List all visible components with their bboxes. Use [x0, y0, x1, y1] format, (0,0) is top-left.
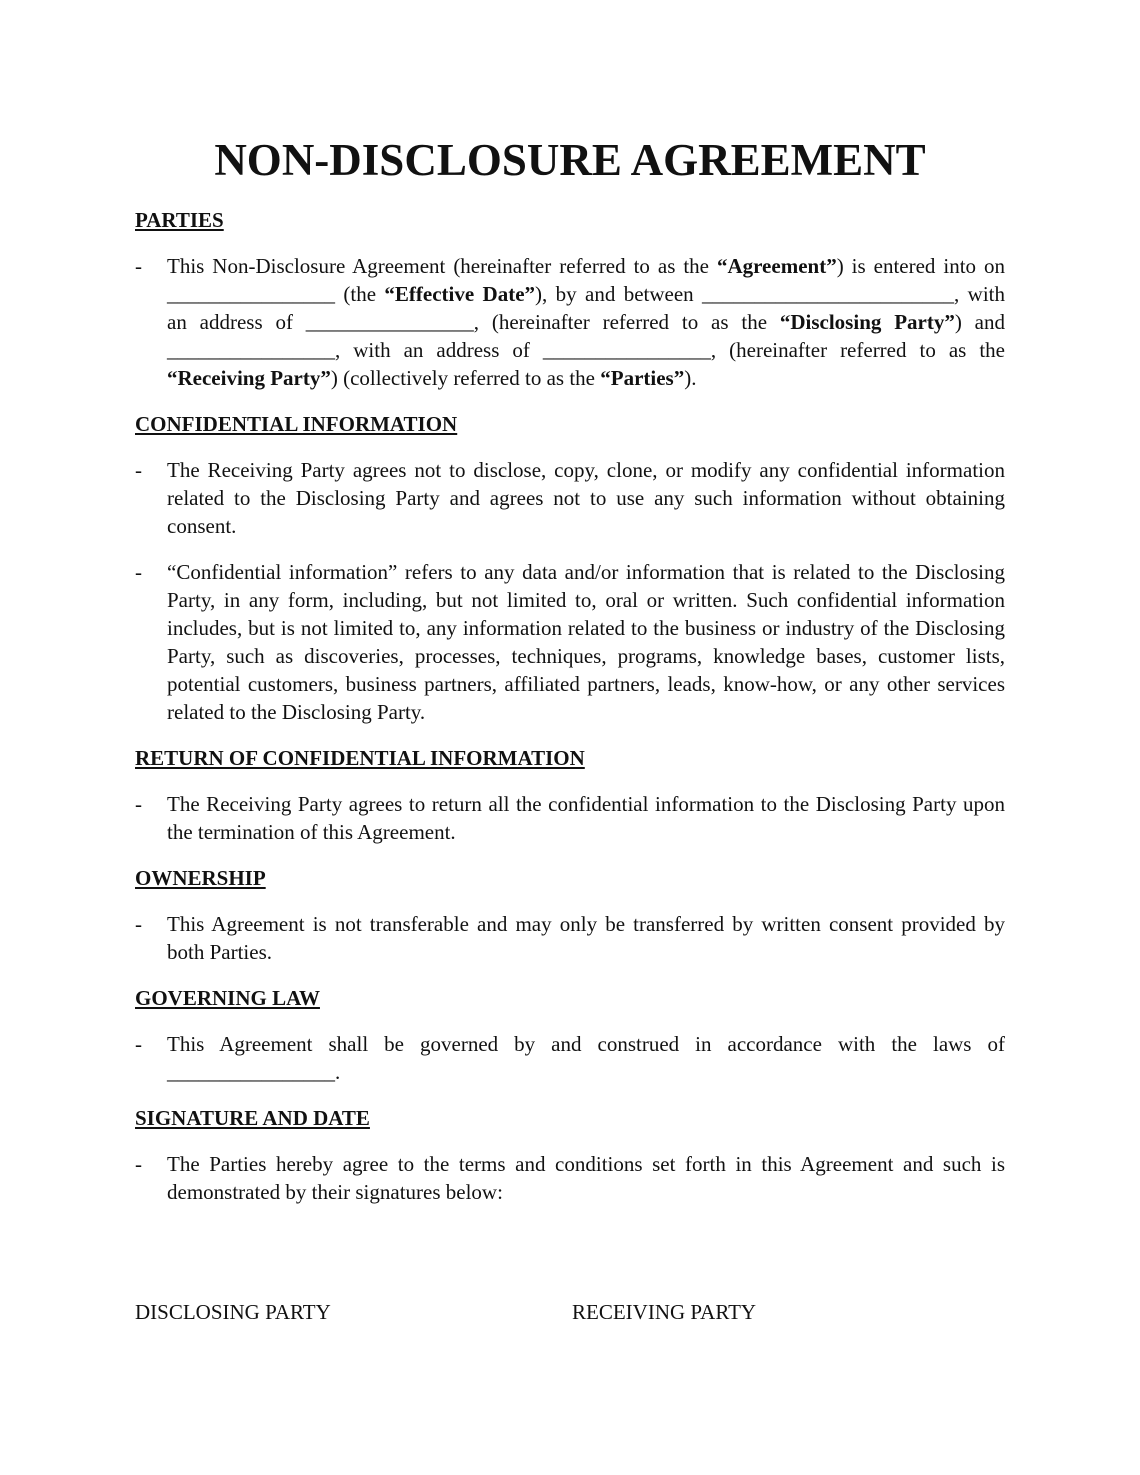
- bullet-dash: -: [135, 1152, 142, 1176]
- clause-text: [167, 1030, 1005, 1086]
- bullet-dash: -: [135, 458, 142, 482]
- document-title: NON-DISCLOSURE AGREEMENT: [214, 135, 926, 185]
- disclosing-party-label: DISCLOSING PARTY: [135, 1300, 331, 1324]
- section-heading: GOVERNING LAW: [135, 986, 320, 1010]
- text-segment: This Agreement shall be governed by and construed in accordance with the laws of ________________.: [167, 1032, 1005, 1084]
- defined-term: “Agreement”: [716, 254, 837, 278]
- text-segment: ) is entered into on ________________ (the: [167, 254, 1005, 306]
- text-segment: This Non-Disclosure Agreement (hereinafter referred to as the: [167, 254, 717, 278]
- text-segment: The Parties hereby agree to the terms and conditions set forth in this Agreement and such is demonstrated by their signatures below:: [167, 1152, 1005, 1204]
- text-segment: The Receiving Party agrees not to disclose, copy, clone, or modify any confidential information related to the Disclosing Party and agrees not to use any such information without obtaining consent.: [167, 458, 1005, 538]
- clause-text: [167, 1150, 1005, 1206]
- clause-item: [135, 558, 1005, 726]
- clause-item: [135, 910, 1005, 966]
- clause-text: [167, 558, 1005, 726]
- receiving-party-label: RECEIVING PARTY: [572, 1300, 757, 1324]
- document-body: [135, 206, 1005, 1224]
- bullet-dash: -: [135, 792, 142, 816]
- text-segment: “Confidential information” refers to any data and/or information that is related to the Disclosing Party, in any form, including, but not limited to, oral or written. Such confidential information includes, but is not limited to, any information related to the business or industry of the Disclosing Party, such as discoveries, processes, techniques, programs, knowledge bases, customer lists, potential customers, business partners, affiliated partners, leads, know-how, or any other services related to the Disclosing Party.: [167, 560, 1005, 724]
- section-heading: CONFIDENTIAL INFORMATION: [135, 412, 458, 436]
- clause-text: [167, 910, 1005, 966]
- bullet-dash: -: [135, 1032, 142, 1056]
- bullet-dash: -: [135, 560, 142, 584]
- clause-text: [167, 790, 1005, 846]
- bullet-dash: -: [135, 254, 142, 278]
- text-segment: ) (collectively referred to as the: [330, 366, 601, 390]
- section-heading: PARTIES: [135, 208, 224, 232]
- clause-text: [167, 456, 1005, 540]
- defined-term: “Effective Date”: [384, 282, 536, 306]
- text-segment: The Receiving Party agrees to return all the confidential information to the Disclosing Party upon the termination of this Agreement.: [167, 792, 1005, 844]
- text-segment: This Agreement is not transferable and may only be transferred by written consent provided by both Parties.: [167, 912, 1005, 964]
- defined-term: “Disclosing Party”: [779, 310, 955, 334]
- clause-text: [167, 252, 1005, 392]
- text-segment: ) and ________________, with an address of ________________, (hereinafter referred to as the: [167, 310, 1006, 362]
- clause-item: [135, 790, 1005, 846]
- bullet-dash: -: [135, 912, 142, 936]
- clause-item: [135, 1030, 1005, 1086]
- clause-item: [135, 1150, 1005, 1206]
- text-segment: ).: [684, 366, 697, 390]
- section-heading: RETURN OF CONFIDENTIAL INFORMATION: [135, 746, 585, 770]
- section-heading: OWNERSHIP: [135, 866, 266, 890]
- clause-item: [135, 252, 1005, 392]
- section-heading: SIGNATURE AND DATE: [135, 1106, 370, 1130]
- defined-term: “Receiving Party”: [167, 366, 331, 390]
- defined-term: “Parties”: [600, 366, 685, 390]
- clause-item: [135, 456, 1005, 540]
- text-segment: ), by and between ________________________, with an address of ________________, (hereinafter referred to as the: [167, 282, 1005, 334]
